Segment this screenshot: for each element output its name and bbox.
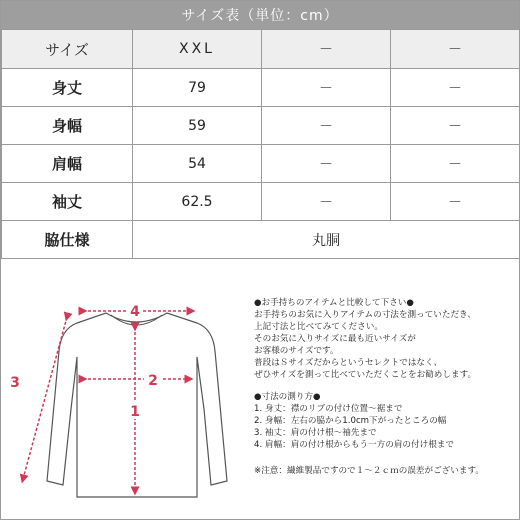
label-3: 3 xyxy=(10,375,20,391)
page-title: サイズ表（単位：cm） xyxy=(1,1,519,29)
table-row-side xyxy=(2,221,520,259)
method-item: 3. 袖丈：肩の付け根～袖先まで xyxy=(254,428,377,438)
row-value: 59 xyxy=(133,107,262,145)
row-value: 54 xyxy=(133,145,262,183)
row-value: － xyxy=(391,69,520,107)
table-row xyxy=(2,69,520,107)
label-4: 4 xyxy=(130,304,140,320)
row-value: － xyxy=(391,183,520,221)
intro-line: 普段はＳサイズだからというセレクトではなく、 xyxy=(254,358,443,368)
table-header-row xyxy=(2,30,520,69)
method-item: 1. 身丈：襟のリブの付け位置～裾まで xyxy=(254,404,403,414)
method-item: 2. 身幅：左右の脇から1.0cm下がったところの幅 xyxy=(254,416,447,426)
arrow-3 xyxy=(23,317,67,479)
size-table xyxy=(1,29,520,259)
row-value: － xyxy=(391,107,520,145)
row-value: － xyxy=(262,69,391,107)
row-value: 79 xyxy=(133,69,262,107)
row-label: 肩幅 xyxy=(2,145,133,183)
measurement-notes xyxy=(254,297,519,477)
label-1: 1 xyxy=(130,404,140,420)
intro-line: ぜひサイズを測って比べていただくことをお勧めします。 xyxy=(254,370,477,380)
row-label: 脇仕様 xyxy=(2,221,133,259)
intro-line: 上記寸法と比べてみてください。 xyxy=(254,322,383,332)
row-value: 62.5 xyxy=(133,183,262,221)
intro-line: そのお気に入りサイズに最も近いサイズが xyxy=(254,334,416,344)
table-row xyxy=(2,107,520,145)
row-value: － xyxy=(262,183,391,221)
intro-line: お客様のサイズです。 xyxy=(254,346,339,356)
side-spec-value: 丸胴 xyxy=(133,221,520,259)
method-item: 4. 肩幅：肩の付け根からもう一方の肩の付け根まで xyxy=(254,440,454,450)
row-label: 身丈 xyxy=(2,69,133,107)
header-label: サイズ xyxy=(2,30,133,69)
caution-note: ※注意：繊維製品ですので１～２ｃｍの誤差がございます。 xyxy=(254,466,484,476)
row-label: 身幅 xyxy=(2,107,133,145)
garment-diagram xyxy=(1,259,251,522)
header-col-2: － xyxy=(262,30,391,69)
intro-line: お手持ちのお気に入りアイテムの寸法を測っていただき、 xyxy=(254,310,476,320)
row-value: － xyxy=(262,145,391,183)
measurement-guide xyxy=(1,259,519,522)
label-2: 2 xyxy=(148,373,158,389)
row-value: － xyxy=(262,107,391,145)
row-value: － xyxy=(391,145,520,183)
method-title: ●寸法の測り方● xyxy=(254,392,321,402)
intro-line: ●お手持ちのアイテムと比較して下さい● xyxy=(254,298,414,308)
table-row xyxy=(2,145,520,183)
header-col-3: － xyxy=(391,30,520,69)
table-row xyxy=(2,183,520,221)
header-col-1: XXL xyxy=(133,30,262,69)
row-label: 袖丈 xyxy=(2,183,133,221)
